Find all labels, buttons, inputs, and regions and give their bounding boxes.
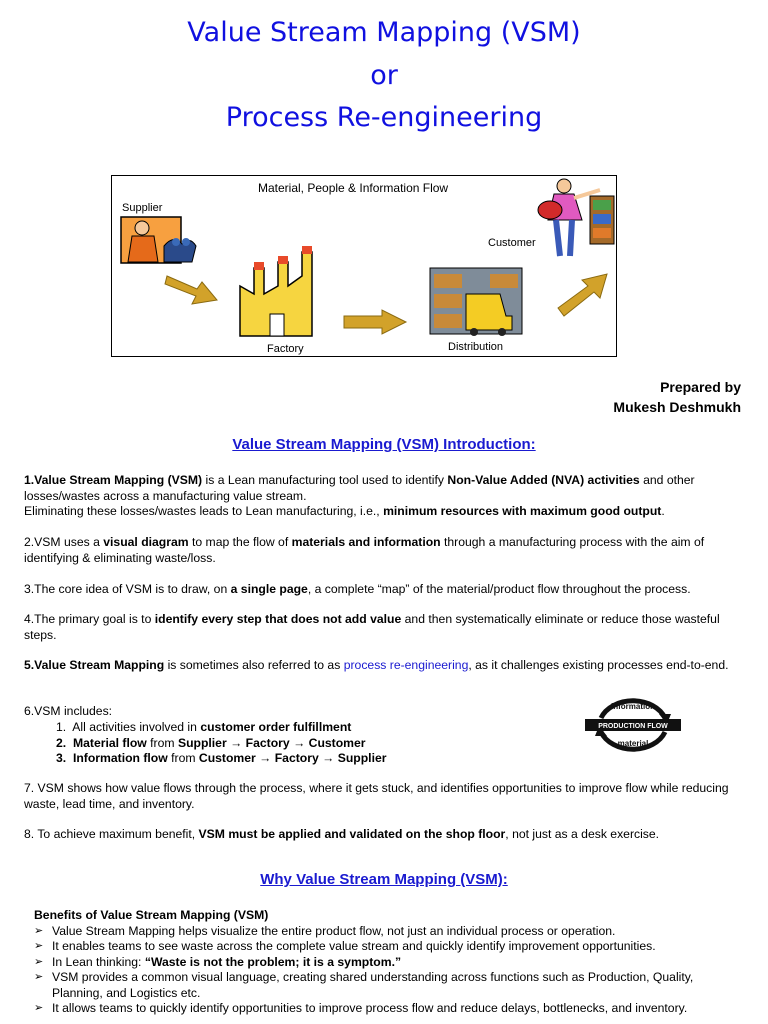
vsm-includes-list (56, 720, 386, 767)
intro-paragraph-2: 2.VSM uses a visual diagram to map the flow of materials and information through a manufacturing process with the aim of identifying & eliminating waste/loss. (24, 535, 705, 565)
arrow-bullet-icon: ➢ (34, 1002, 44, 1014)
distribution-label: Distribution (448, 341, 504, 353)
flow-arrow-icon-2 (344, 310, 406, 334)
intro-paragraph-4: 4.The primary goal is to identify every step that does not add value and then systematically eliminate or reduce those wasteful steps. (24, 612, 720, 642)
customer-shopper-icon (538, 179, 614, 256)
customer-label: Customer (488, 237, 536, 249)
intro-paragraph-1: 1.Value Stream Mapping (VSM) is a Lean manufacturing tool used to identify Non-Value Added (NVA) activities and other losses/wastes across a manufacturing value stream. Eliminating these losses/wastes leads to Lean manufacturing, i.e., minimum resources with maximum good output. (24, 473, 695, 518)
list-item: ➢ It allows teams to quickly identify opportunities to improve process flow and reduce delays, bottlenecks, and inventory. (34, 1001, 688, 1015)
flow-arrow-icon (165, 276, 217, 304)
arrow-bullet-icon: ➢ (34, 940, 44, 952)
intro-paragraph-5: 5.Value Stream Mapping is sometimes also referred to as process re-engineering, as it challenges existing processes end-to-end. (24, 658, 729, 672)
arrow-bullet-icon: ➢ (34, 955, 44, 968)
author-name: Mukesh Deshmukh (613, 399, 741, 415)
intro-paragraph-6: 6.VSM includes: (24, 704, 113, 718)
arrow-bullet-icon: ➢ (34, 924, 44, 937)
intro-paragraph-8: 8. To achieve maximum benefit, VSM must be applied and validated on the shop floor, not just as a desk exercise. (24, 827, 660, 841)
page-title-line3: Process Re-engineering (225, 102, 543, 133)
intro-paragraph-3: 3.The core idea of VSM is to draw, on a single page, a complete “map” of the material/product flow throughout the process. (24, 582, 691, 596)
intro-heading: Value Stream Mapping (VSM) Introduction: (232, 436, 536, 453)
cycle-material-text: material (617, 739, 649, 748)
list-item: 1. All activities involved in customer order fulfillment (56, 720, 352, 734)
cycle-information-text: information (611, 702, 655, 711)
list-item: ➢ It enables teams to see waste across the complete value stream and quickly identify improvement opportunities. (34, 939, 656, 953)
benefits-title: Benefits of Value Stream Mapping (VSM) (34, 908, 269, 922)
material-flow-figure (111, 175, 617, 357)
flow-arrow-icon-3 (558, 274, 607, 316)
supplier-label: Supplier (122, 202, 163, 214)
list-item: ➢ In Lean thinking: “Waste is not the problem; it is a symptom.” (34, 954, 402, 969)
factory-icon (240, 246, 312, 336)
cycle-production-flow-text: PRODUCTION FLOW (598, 723, 668, 730)
production-flow-cycle-icon (583, 688, 683, 762)
arrow-bullet-icon: ➢ (34, 971, 44, 983)
warehouse-forklift-icon (430, 268, 522, 336)
list-item: 3. Information flow from Customer → Factory → Supplier (56, 751, 387, 765)
why-heading: Why Value Stream Mapping (VSM): (260, 871, 508, 888)
flow-illustration (112, 176, 616, 356)
page-title-line2: or (370, 60, 398, 91)
prepared-by-label: Prepared by (660, 379, 741, 395)
supplier-worker-icon (121, 217, 196, 263)
list-item: 2. Material flow from Supplier → Factory → Customer (56, 735, 366, 750)
flow-heading: Material, People & Information Flow (258, 181, 449, 195)
page-title-line1: Value Stream Mapping (VSM) (187, 17, 581, 48)
benefits-section (34, 908, 734, 1017)
list-item: ➢ Value Stream Mapping helps visualize the entire product flow, not just an individual process or operation. (34, 923, 616, 938)
factory-label: Factory (267, 343, 304, 355)
list-item: ➢ VSM provides a common visual language, creating shared understanding across functions such as Production, Quality, Planning, and Logistics etc. (34, 970, 694, 1000)
intro-paragraph-7: 7. VSM shows how value flows through the process, where it gets stuck, and identifies opportunities to improve flow while reducing waste, lead time, and inventory. (24, 781, 729, 811)
